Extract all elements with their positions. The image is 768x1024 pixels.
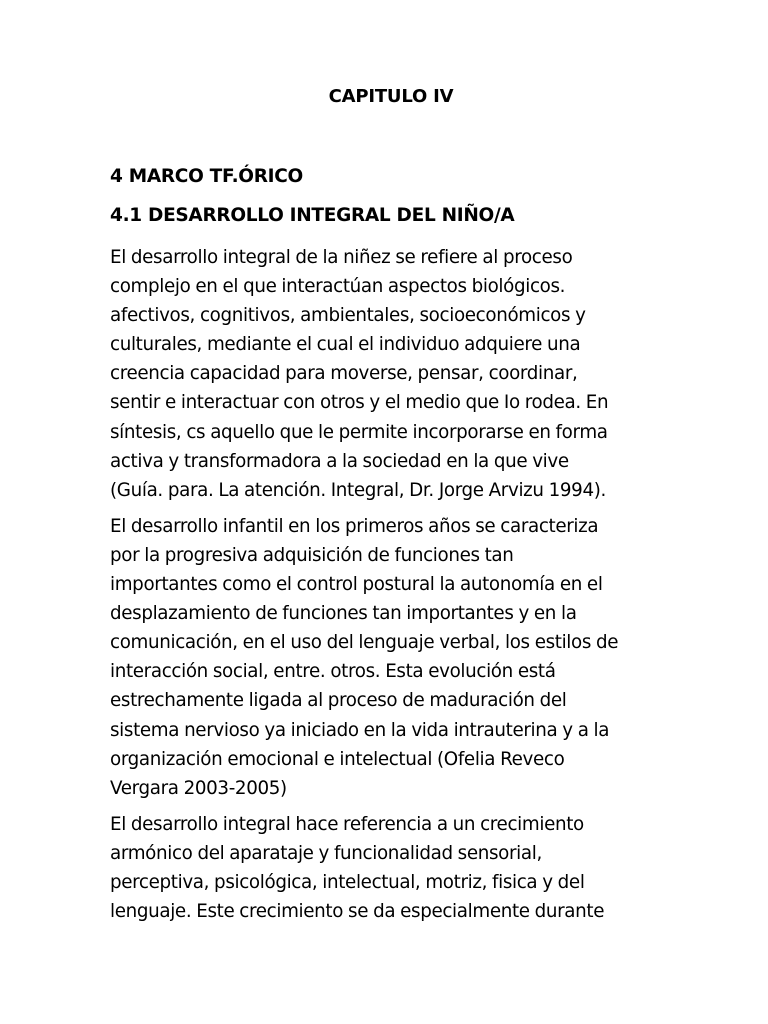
text-line: organización emocional e intelectual (Ofelia Reveco [110, 748, 565, 770]
text-line: lenguaje. Este crecimiento se da especialmente durante [110, 901, 605, 923]
body-text [110, 243, 658, 933]
text-line: perceptiva, psicológica, intelectual, motriz, fisica y del [110, 871, 585, 893]
section-heading-marco-teorico: 4 MARCO TF.ÓRICO [110, 166, 303, 187]
text-line: síntesis, cs aquello que le permite incorporarse en forma [110, 421, 608, 443]
text-line: El desarrollo integral hace referencia a un crecimiento [110, 813, 584, 835]
text-line: sistema nervioso ya iniciado en la vida intrauterina y a la [110, 719, 610, 741]
text-line: (Guía. para. La atención. Integral, Dr. Jorge Arvizu 1994). [110, 479, 606, 501]
text-line: importantes como el control postural la autonomía en el [110, 574, 603, 596]
paragraph-1 [110, 243, 658, 505]
text-line: El desarrollo integral de la niñez se refiere al proceso [110, 247, 573, 268]
text-line: armónico del aparataje y funcionalidad sensorial, [110, 842, 542, 864]
text-line: culturales, mediante el cual el individuo adquiere una [110, 334, 581, 356]
paragraph-3 [110, 810, 658, 926]
text-line: activa y transformadora a la sociedad en la que vive [110, 450, 569, 472]
text-line: afectivos, cognitivos, ambientales, socioeconómicos y [110, 305, 586, 327]
text-line: desplazamiento de funciones tan importantes y en la [110, 603, 577, 625]
text-line: El desarrollo infantil en los primeros años se caracteriza [110, 515, 599, 537]
text-line: por la progresiva adquisición de funciones tan [110, 544, 514, 566]
text-line: interacción social, entre. otros. Esta evolución está [110, 661, 556, 683]
paragraph-2 [110, 512, 658, 803]
text-line: complejo en el que interactúan aspectos biológicos. [110, 276, 566, 298]
chapter-title: CAPITULO IV [328, 86, 454, 107]
text-line: Vergara 2003-2005) [110, 777, 287, 799]
text-line: creencia capacidad para moverse, pensar, coordinar, [110, 363, 578, 385]
section-heading-desarrollo-integral: 4.1 DESARROLLO INTEGRAL DEL NIÑO/A [110, 205, 515, 226]
text-line: sentir e interactuar con otros y el medio que Io rodea. En [110, 392, 609, 414]
text-line: comunicación, en el uso del lenguaje verbal, los estilos de [110, 632, 619, 654]
text-line: estrechamente ligada al proceso de maduración del [110, 690, 567, 712]
